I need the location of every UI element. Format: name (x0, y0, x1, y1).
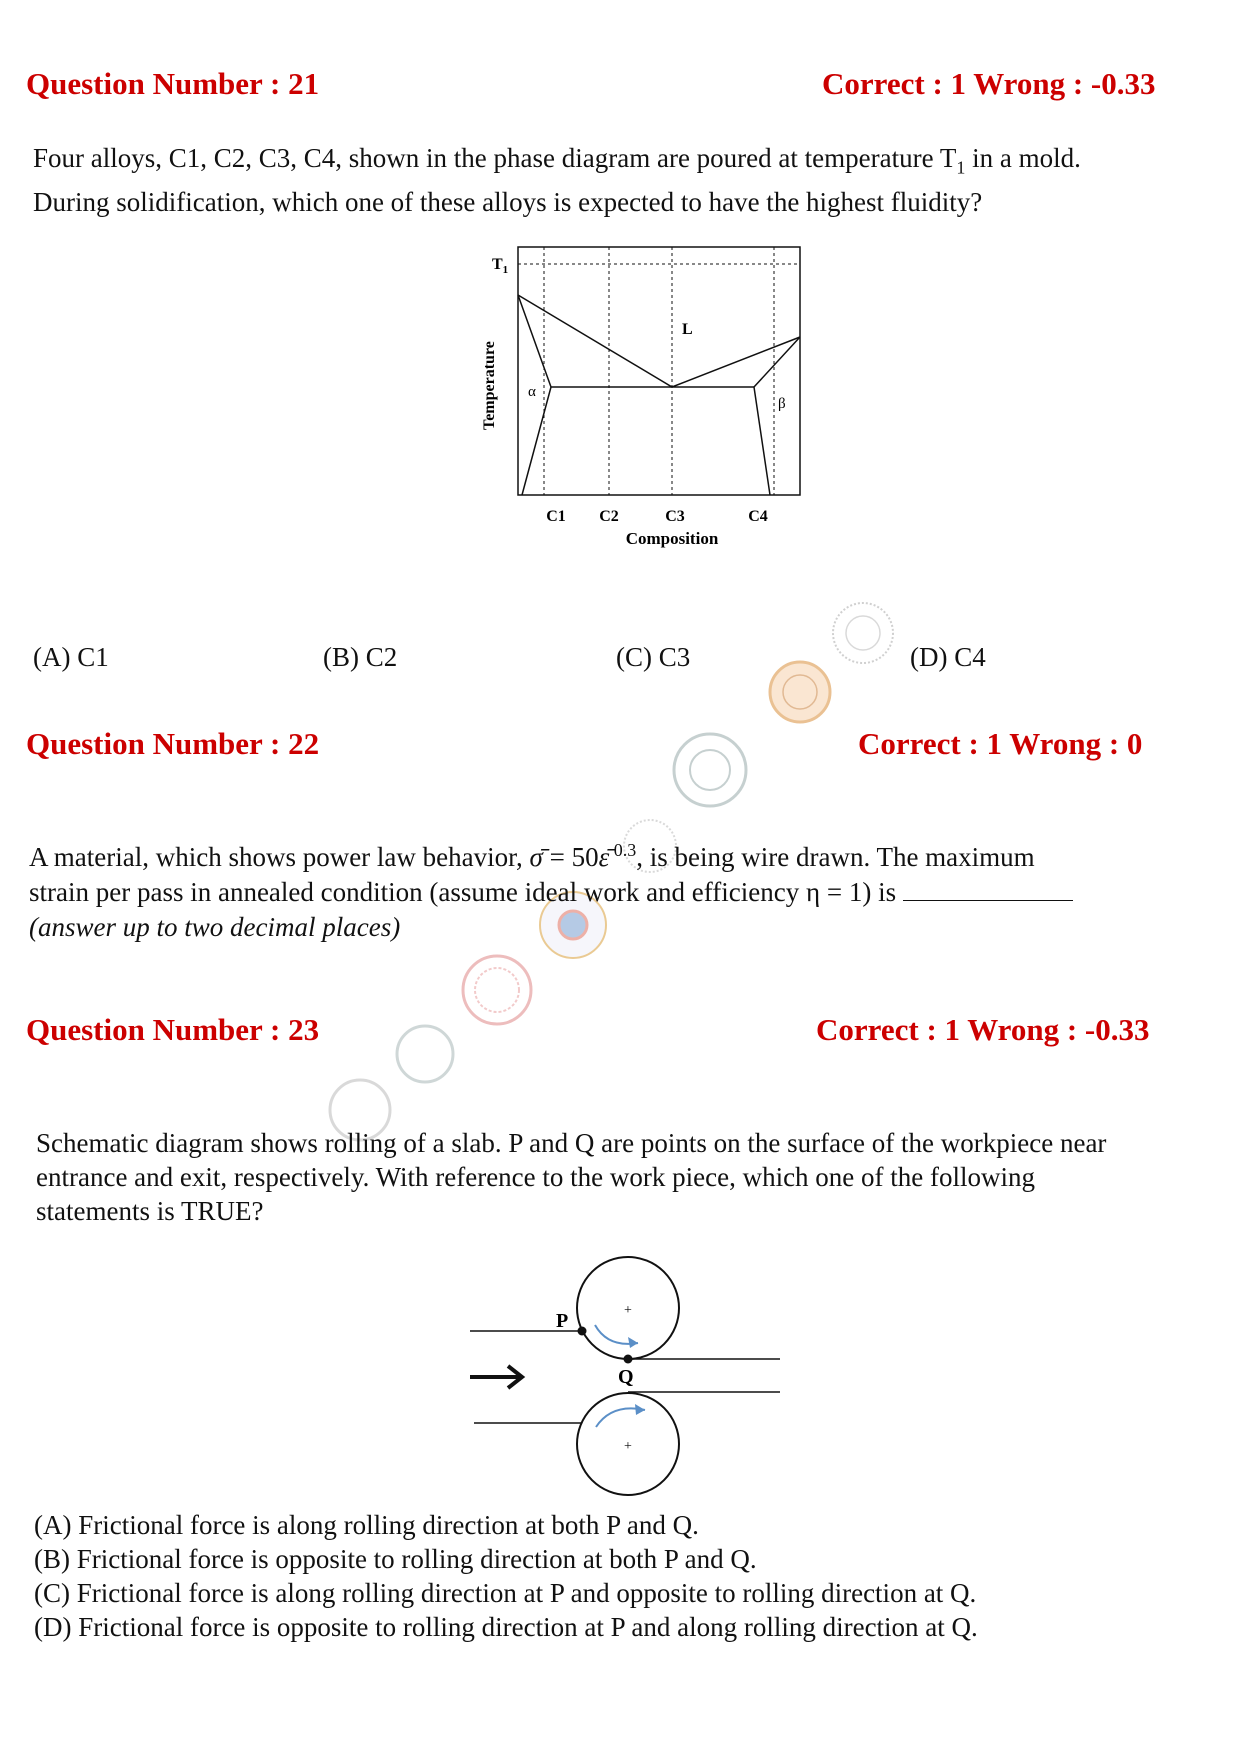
q23-marks: Correct : 1 Wrong : -0.33 (816, 1012, 1150, 1047)
liquid-label: L (682, 321, 693, 338)
seal-icon (397, 1026, 453, 1082)
q23-option-d[interactable]: (D) Frictional force is opposite to rolling direction at P and along rolling direction at Q. (34, 1612, 978, 1642)
q21-option-d[interactable]: (D) C4 (910, 642, 986, 672)
q22-header: Question Number : 22 (26, 726, 320, 761)
c4-label: C4 (748, 508, 768, 525)
point-q (624, 1355, 633, 1364)
c1-label: C1 (546, 508, 566, 525)
c2-label: C2 (599, 508, 619, 525)
upper-roll-center: + (624, 1303, 632, 1318)
liquidus-line (518, 295, 800, 387)
q21-option-b[interactable]: (B) C2 (323, 642, 398, 672)
q23-option-c[interactable]: (C) Frictional force is along rolling direction at P and opposite to rolling direction at Q. (34, 1578, 977, 1608)
t1-label: $T_1$ (492, 256, 509, 276)
lower-roll-center: + (624, 1439, 632, 1454)
seal-icon (833, 603, 893, 663)
seal-icon (674, 734, 746, 806)
rolling-diagram (460, 1255, 790, 1505)
p-label: P (556, 1310, 569, 1332)
point-p (578, 1327, 587, 1336)
q23-header: Question Number : 23 (26, 1012, 320, 1047)
phase-diagram (470, 240, 810, 560)
q21-marks: Correct : 1 Wrong : -0.33 (822, 66, 1156, 101)
q22-marks: Correct : 1 Wrong : 0 (858, 726, 1143, 761)
q22-question-text: A material, which shows power law behavior, σ̄ = 50ε̄ $^{0.3}$, is being wire drawn. The maximum strain per pass in annealed condition (assume ideal work and efficiency η = 1) is (answer up to two decimal places) (29, 833, 1219, 945)
q23-option-b[interactable]: (B) Frictional force is opposite to rolling direction at both P and Q. (34, 1544, 757, 1574)
beta-boundary (754, 337, 800, 495)
q23-options (34, 1508, 978, 1644)
seal-icon (463, 956, 531, 1024)
q23-option-a[interactable]: (A) Frictional force is along rolling direction at both P and Q. (34, 1510, 699, 1540)
beta-label: β (778, 396, 786, 412)
q-label: Q (618, 1366, 634, 1388)
q21-question-text: Four alloys, C1, C2, C3, C4, shown in the phase diagram are poured at temperature $T_1$ in a mold. During solidification, which one of these alloys is expected to have the highest fluidity? (33, 143, 1081, 218)
x-axis-label: Composition (625, 529, 719, 548)
c3-label: C3 (665, 508, 685, 525)
q21-option-a[interactable]: (A) C1 (33, 642, 109, 672)
diagram-frame (518, 247, 800, 495)
q23-question-text: Schematic diagram shows rolling of a slab. P and Q are points on the surface of the workpiece near entrance and exit, respectively. With reference to the work piece, which one of the following statements is TRUE? (36, 1128, 1107, 1226)
q21-header: Question Number : 21 (26, 66, 320, 101)
q21-option-c[interactable]: (C) C3 (616, 642, 691, 672)
alpha-label: α (528, 384, 536, 400)
answer-blank[interactable] (903, 878, 1073, 901)
y-axis-label: Temperature (481, 341, 498, 430)
seal-icon (770, 662, 830, 722)
